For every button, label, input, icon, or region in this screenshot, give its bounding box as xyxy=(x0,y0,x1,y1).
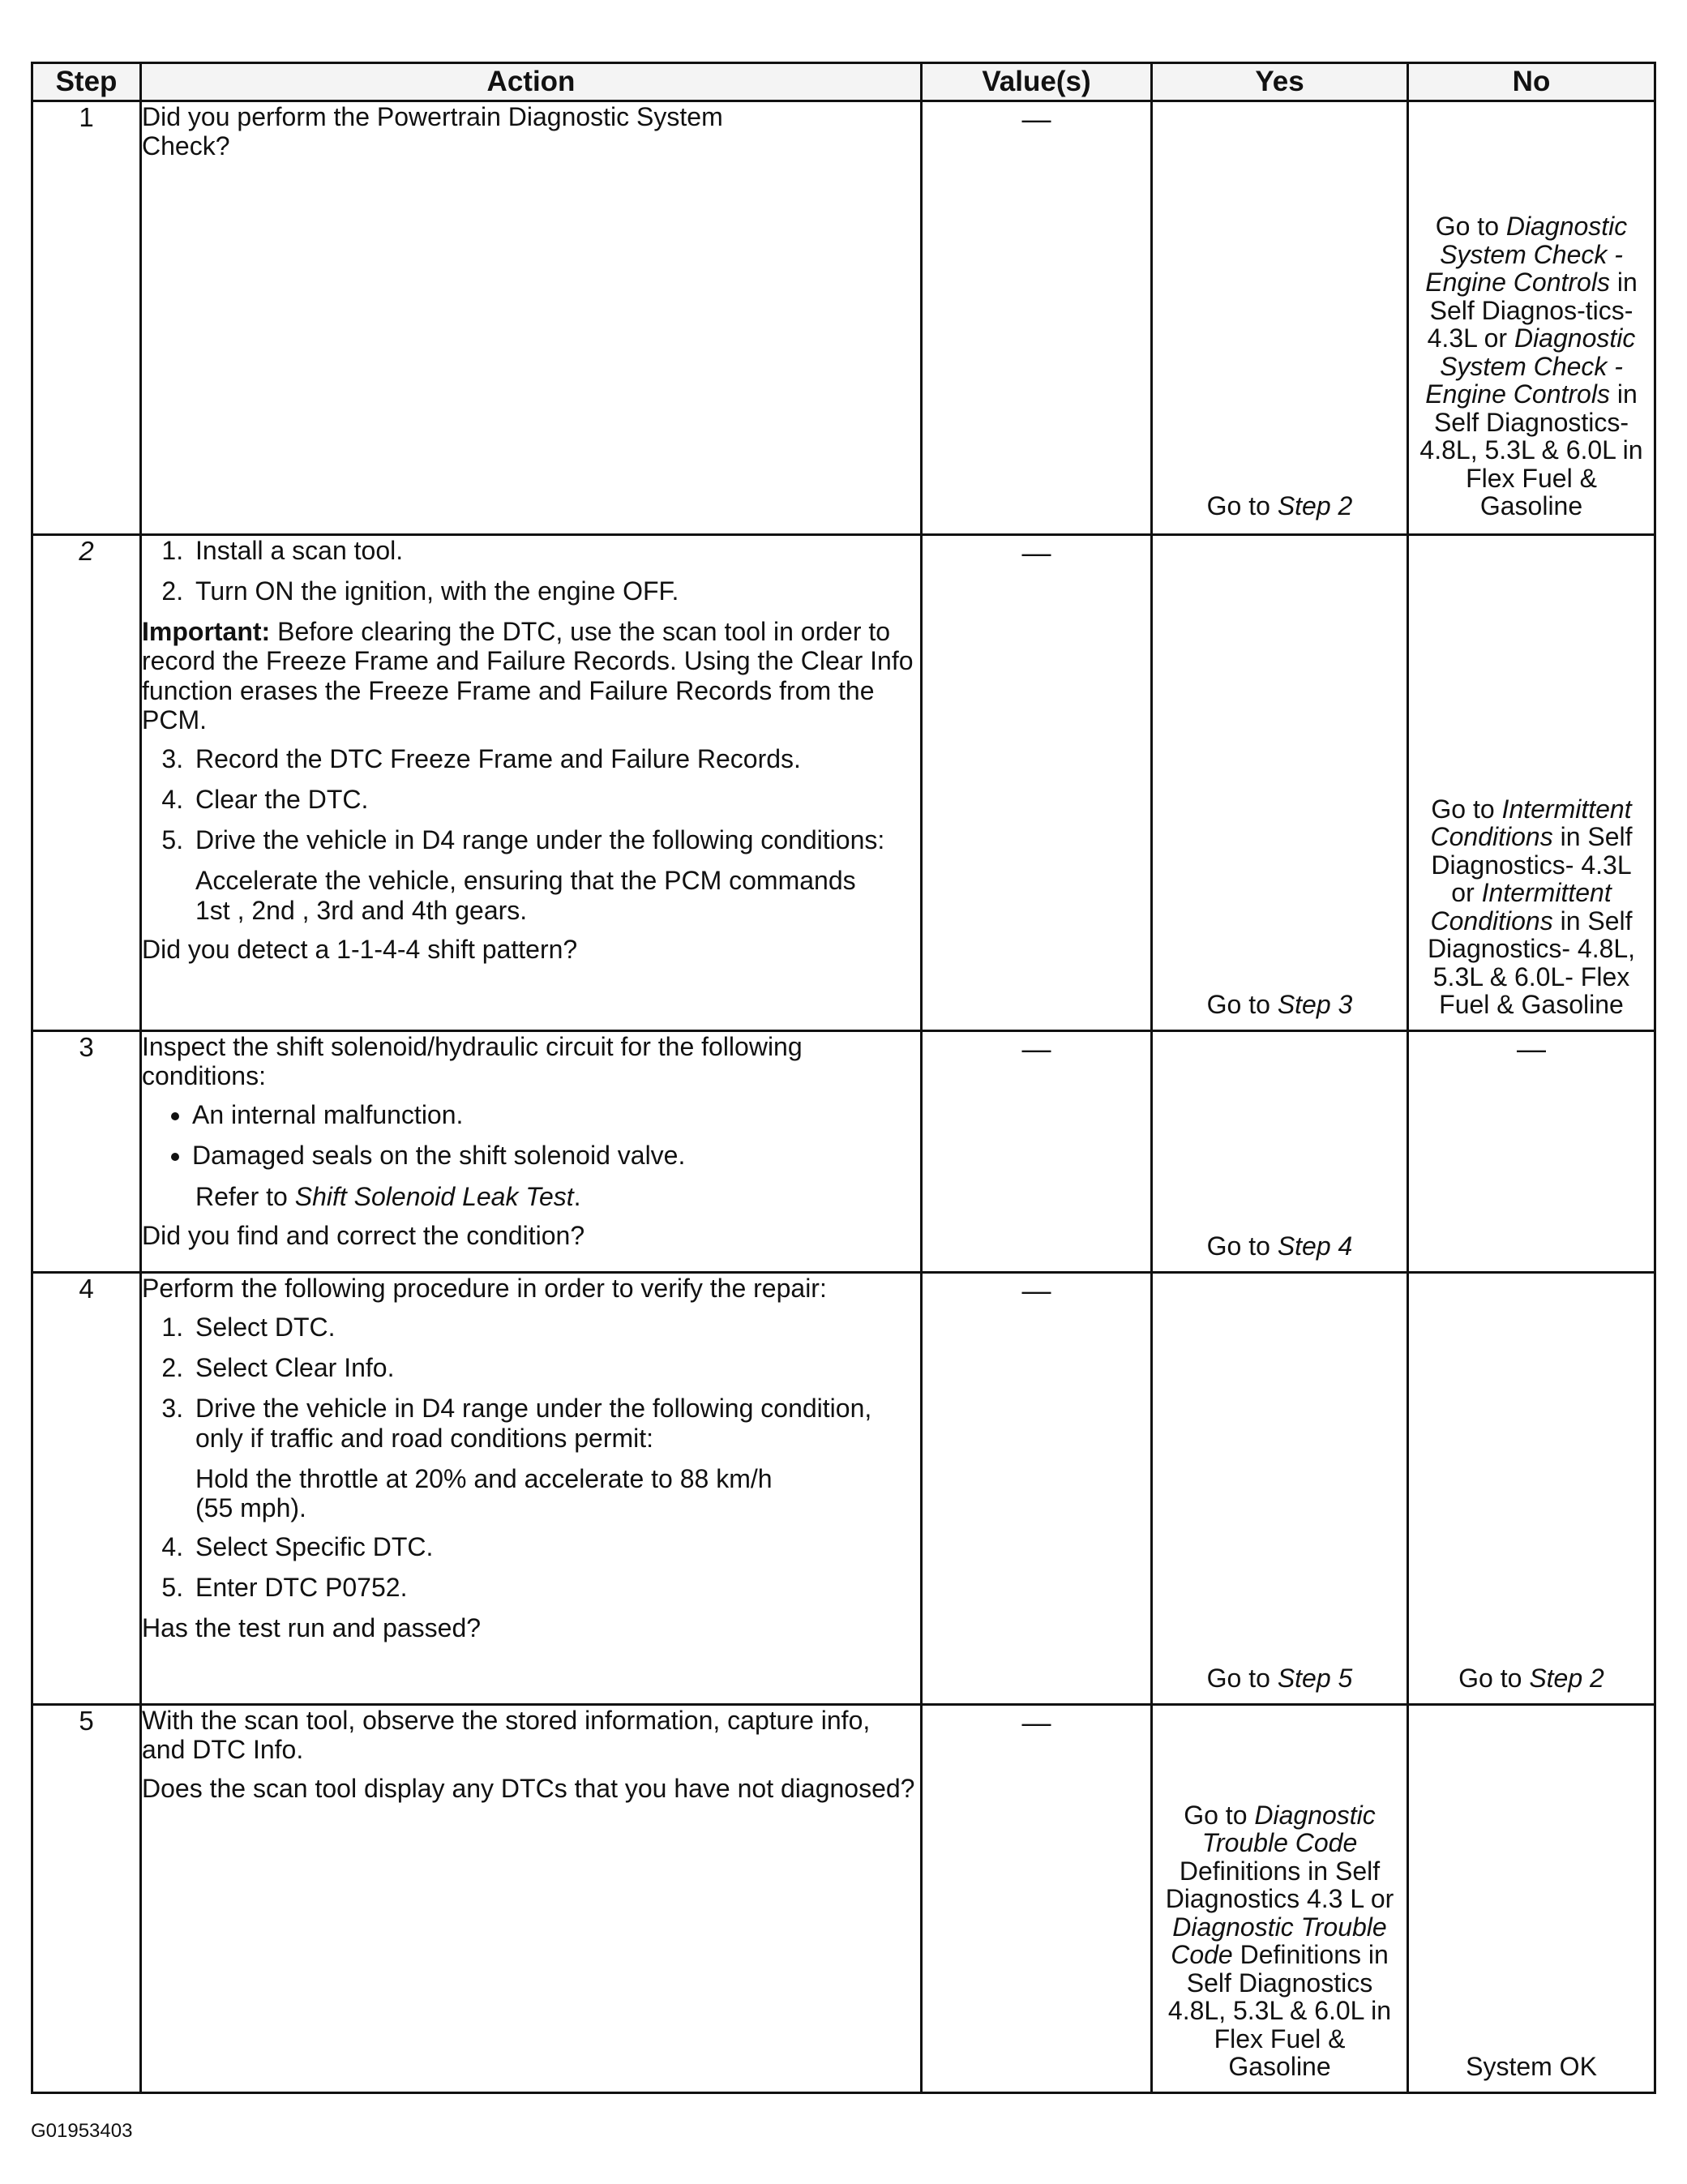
yes-instruction: Go to Diagnostic Trouble Code Definitions in Self Diagnostics 4.3 L or Diagnostic Trouble Code Definitions in Self Diagnostics 4.8L, 5.3L & 6.0L in Flex Fuel & Gasoline xyxy=(1165,1800,1394,2082)
system-ok-text: System OK xyxy=(1466,2052,1597,2082)
yes-cell xyxy=(1152,101,1408,535)
value-cell: — xyxy=(922,1705,1152,2093)
action-cell xyxy=(141,1273,922,1705)
table-row-step-3 xyxy=(32,1031,1655,1273)
action-intro: Inspect the shift solenoid/hydraulic circuit for the following conditions: xyxy=(142,1032,803,1091)
list-item: 5. Drive the vehicle in D4 range under the following conditions: xyxy=(191,825,920,854)
step-link[interactable]: Step 3 xyxy=(1277,990,1353,1020)
figure-id: G01953403 xyxy=(31,2120,133,2142)
header-yes: Yes xyxy=(1152,63,1408,101)
list-item: 1. Install a scan tool. xyxy=(191,536,920,565)
doc-link[interactable]: Diagnostic System Check -Engine Controls xyxy=(1425,323,1636,409)
step-number: 5 xyxy=(32,1705,141,2093)
yes-cell xyxy=(1152,535,1408,1031)
action-question: Does the scan tool display any DTCs that you have not diagnosed? xyxy=(142,1774,915,1804)
list-item: 2. Select Clear Info. xyxy=(191,1353,920,1382)
action-question: Has the test run and passed? xyxy=(142,1613,482,1643)
list-item: 1. Select DTC. xyxy=(191,1313,920,1342)
value-cell: — xyxy=(922,1273,1152,1705)
action-list-b xyxy=(142,744,920,854)
action-cell xyxy=(141,101,922,535)
no-cell xyxy=(1408,1705,1655,2093)
action-cell xyxy=(141,1705,922,2093)
step-link[interactable]: Step 5 xyxy=(1277,1664,1353,1694)
doc-link[interactable]: Diagnostic System Check - Engine Controls xyxy=(1425,211,1628,298)
list-item: 4. Select Specific DTC. xyxy=(191,1532,920,1561)
action-cell xyxy=(141,535,922,1031)
list-item: 3. Drive the vehicle in D4 range under the following condition, only if traffic and road conditions permit: xyxy=(191,1394,920,1452)
value-cell: — xyxy=(922,101,1152,535)
table-row-step-5 xyxy=(32,1705,1655,2093)
action-subtext: Hold the throttle at 20% and accelerate to 88 km/h (55 mph). xyxy=(195,1463,773,1522)
doc-link[interactable]: Diagnostic Trouble Code xyxy=(1171,1912,1387,1970)
action-question: Did you perform the Powertrain Diagnostic System Check? xyxy=(142,102,723,161)
action-question: Did you detect a 1-1-4-4 shift pattern? xyxy=(142,934,578,964)
condition-list xyxy=(142,1100,920,1170)
action-cell xyxy=(141,1031,922,1273)
action-list-a xyxy=(142,536,920,606)
header-row xyxy=(32,63,1655,101)
list-item: 5. Enter DTC P0752. xyxy=(191,1573,920,1602)
table-row-step-2 xyxy=(32,535,1655,1031)
header-step: Step xyxy=(32,63,141,101)
step-number: 1 xyxy=(32,101,141,535)
action-paragraph: With the scan tool, observe the stored information, capture info, and DTC Info. xyxy=(142,1706,871,1765)
list-item: 3. Record the DTC Freeze Frame and Failure Records. xyxy=(191,744,920,773)
action-list-b xyxy=(142,1532,920,1602)
no-cell xyxy=(1408,535,1655,1031)
value-cell: — xyxy=(922,1031,1152,1273)
action-intro: Perform the following procedure in order to verify the repair: xyxy=(142,1274,827,1303)
table-row-step-1 xyxy=(32,101,1655,535)
yes-cell xyxy=(1152,1273,1408,1705)
diagnostic-table xyxy=(31,62,1656,2094)
list-item: • Damaged seals on the shift solenoid valve. xyxy=(192,1141,920,1170)
yes-go-to[interactable]: Go to Step 2 xyxy=(1206,491,1353,521)
header-values: Value(s) xyxy=(922,63,1152,101)
important-note: Important: Before clearing the DTC, use the scan tool in order to record the Freeze Frame and Failure Records. Using the Clear Info function erases the Freeze Frame and Failure Records from the PCM. xyxy=(142,617,914,734)
action-question: Did you find and correct the condition? xyxy=(142,1220,585,1250)
no-cell: — xyxy=(1408,1031,1655,1273)
no-go-to[interactable]: Go to Step 2 xyxy=(1458,1664,1604,1694)
no-instruction: Go to Diagnostic System Check - Engine Controls in Self Diagnos-tics- 4.3L or Diagnostic System Check -Engine Controls in Self Diagnostics-4.8L, 5.3L & 6.0L in Flex Fuel & Gasoline xyxy=(1419,211,1643,521)
refer-note: Refer to Shift Solenoid Leak Test. xyxy=(195,1181,581,1211)
step-number: 3 xyxy=(32,1031,141,1273)
list-item: 2. Turn ON the ignition, with the engine OFF. xyxy=(191,576,920,606)
header-action: Action xyxy=(141,63,922,101)
doc-link[interactable]: Shift Solenoid Leak Test xyxy=(294,1181,574,1211)
table-row-step-4 xyxy=(32,1273,1655,1705)
no-cell xyxy=(1408,101,1655,535)
doc-link[interactable]: Intermittent Conditions xyxy=(1430,878,1612,936)
doc-link[interactable]: Diagnostic Trouble Code xyxy=(1201,1800,1376,1858)
no-instruction: Go to Intermittent Conditions in Self Diagnostics- 4.3L or Intermittent Conditions in Self Diagnostics- 4.8L, 5.3L & 6.0L- Flex Fuel & Gasoline xyxy=(1427,794,1636,1020)
step-link[interactable]: Step 2 xyxy=(1529,1664,1604,1694)
action-list-a xyxy=(142,1313,920,1453)
step-link[interactable]: Step 4 xyxy=(1277,1231,1353,1261)
header-no: No xyxy=(1408,63,1655,101)
step-link[interactable]: Step 2 xyxy=(1277,491,1353,521)
step-number: 2 xyxy=(32,535,141,1031)
doc-link[interactable]: Intermittent Conditions xyxy=(1430,794,1632,852)
list-item: 4. Clear the DTC. xyxy=(191,785,920,814)
yes-go-to[interactable]: Go to Step 5 xyxy=(1206,1664,1353,1694)
no-cell xyxy=(1408,1273,1655,1705)
yes-cell xyxy=(1152,1705,1408,2093)
value-cell: — xyxy=(922,535,1152,1031)
yes-cell xyxy=(1152,1031,1408,1273)
yes-go-to[interactable]: Go to Step 4 xyxy=(1206,1231,1353,1261)
step-number: 4 xyxy=(32,1273,141,1705)
list-item: • An internal malfunction. xyxy=(192,1100,920,1129)
yes-go-to[interactable]: Go to Step 3 xyxy=(1206,990,1353,1020)
action-subtext: Accelerate the vehicle, ensuring that the PCM commands 1st , 2nd , 3rd and 4th gears. xyxy=(195,866,856,925)
